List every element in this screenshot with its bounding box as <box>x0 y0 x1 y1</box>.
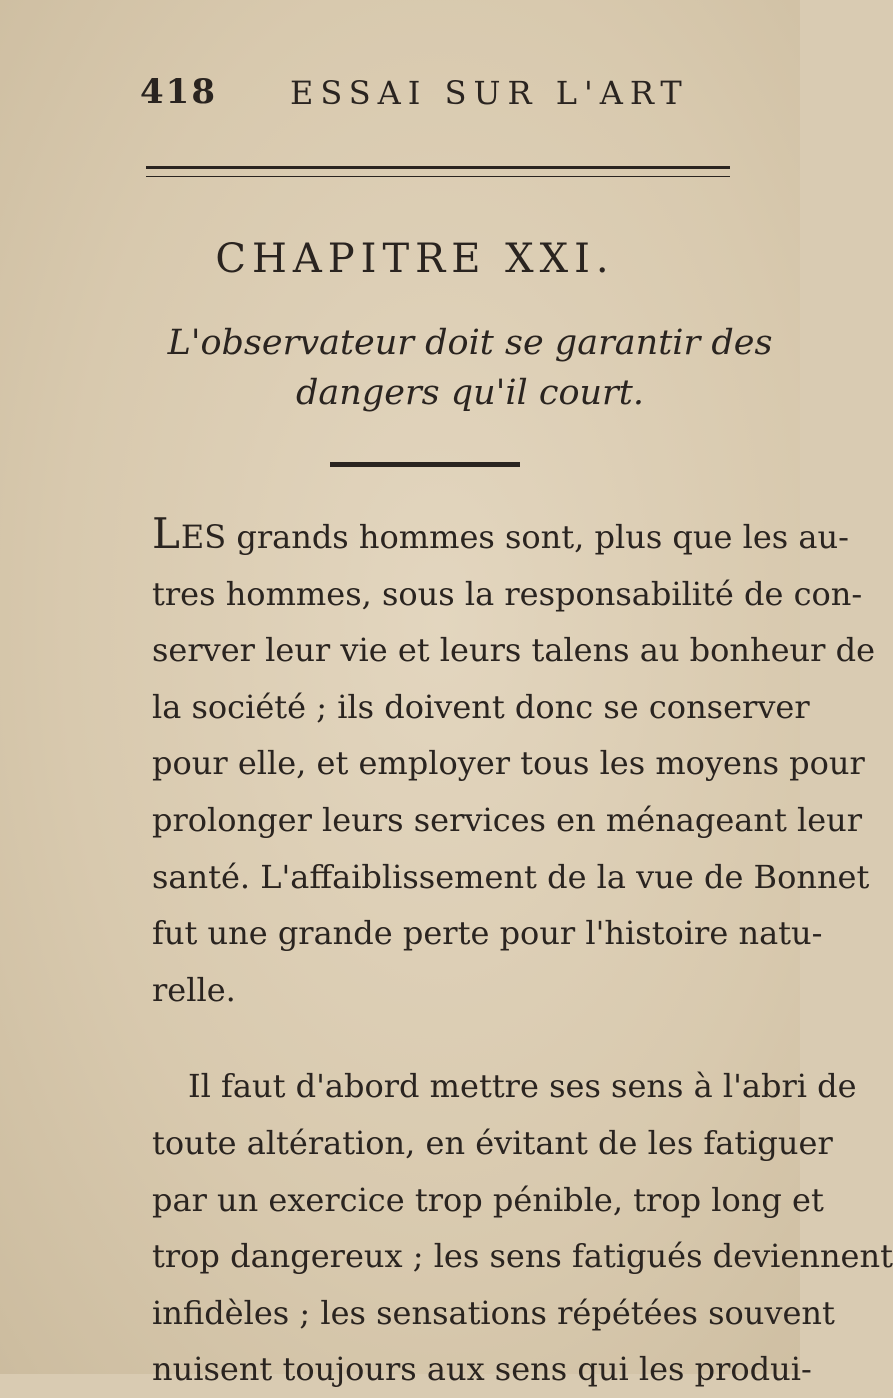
subtitle-line: dangers qu'il court. <box>296 373 644 413</box>
body-text <box>152 506 893 1398</box>
drop-capital: L <box>152 509 181 558</box>
text-line: nuisent toujours aux sens qui les produi- <box>152 1350 812 1389</box>
text-line: trop dangereux ; les sens fatigués deviennent <box>152 1237 893 1276</box>
text-line: toute altération, en évitant de les fatiguer <box>152 1123 833 1162</box>
text-line: fut une grande perte pour l'histoire natu- <box>152 914 823 953</box>
first-line-text: ES grands hommes sont, plus que les au- <box>180 518 849 556</box>
text-line: la société ; ils doivent donc se conserver <box>152 687 810 726</box>
text-line: par un exercice trop pénible, trop long et <box>152 1180 824 1219</box>
page-number: 418 <box>140 72 217 112</box>
running-head: ESSAI SUR L'ART <box>290 74 689 112</box>
text-line: relle. <box>152 970 236 1009</box>
text-line: santé. L'affaiblissement de la vue de Bonnet <box>152 857 870 896</box>
text-line: tres hommes, sous la responsabilité de con- <box>152 574 863 613</box>
text-line <box>152 506 849 566</box>
paragraph-2 <box>152 1058 893 1398</box>
chapter-title: CHAPITRE XXI. <box>215 236 615 282</box>
text-line: prolonger leurs services en ménageant leur <box>152 800 863 839</box>
page-header <box>140 72 740 116</box>
text-line: pour elle, et employer tous les moyens pour <box>152 744 865 783</box>
section-divider-rule <box>330 462 520 467</box>
paragraph-gap <box>152 1018 772 1058</box>
text-line: infidèles ; les sensations répétées souvent <box>152 1293 835 1332</box>
header-double-rule <box>146 166 730 177</box>
chapter-subtitle <box>160 318 780 418</box>
text-line: Il faut d'abord mettre ses sens à l'abri de <box>188 1067 857 1106</box>
subtitle-line: L'observateur doit se garantir des <box>167 323 773 363</box>
paragraph-1 <box>152 506 876 1018</box>
text-line: server leur vie et leurs talens au bonheur de <box>152 631 876 670</box>
